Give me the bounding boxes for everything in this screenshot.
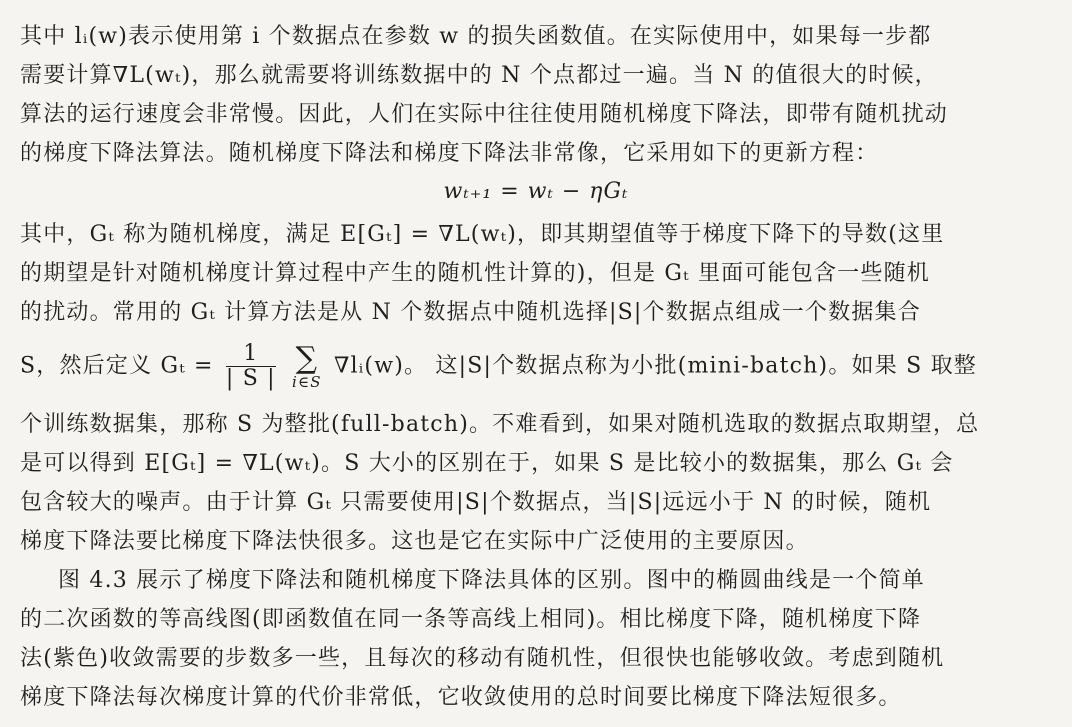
fraction-numerator: 1 — [226, 342, 276, 367]
formula-suffix: ∇lᵢ(w)。 这|S|个数据点称为小批(mini-batch)。如果 S 取整 — [333, 353, 977, 379]
paragraph-2-line-3: 的扰动。常用的 Gₜ 计算方法是从 N 个数据点中随机选择|S|个数据点组成一个数据集合 — [20, 300, 921, 325]
paragraph-3-line-1: 图 4.3 展示了梯度下降法和随机梯度下降法具体的区别。图中的椭圆曲线是一个简单 — [58, 568, 925, 593]
paragraph-1-line-1: 其中 lᵢ(w)表示使用第 i 个数据点在参数 w 的损失函数值。在实际使用中，如果每一步都 — [20, 24, 932, 49]
paragraph-2-line-8: 梯度下降法要比梯度下降法快很多。这也是它在实际中广泛使用的主要原因。 — [20, 529, 809, 554]
paragraph-2-line-5: 个训练数据集，那称 S 为整批(full-batch)。不难看到，如果对随机选取的数据点取期望，总 — [20, 412, 980, 437]
paragraph-2-line-7: 包含较大的噪声。由于计算 Gₜ 只需要使用|S|个数据点，当|S|远远小于 N 的时候，随机 — [20, 490, 932, 515]
paragraph-1-line-3: 算法的运行速度会非常慢。因此，人们在实际中往往使用随机梯度下降法，即带有随机扰动 — [20, 102, 949, 127]
paragraph-3-line-2: 的二次函数的等高线图(即函数值在同一条等高线上相同)。相比梯度下降，随机梯度下降 — [20, 607, 922, 632]
fraction — [226, 342, 276, 391]
update-equation: wₜ₊₁ = wₜ − ηGₜ — [443, 179, 629, 204]
formula-prefix: S，然后定义 Gₜ = — [20, 353, 214, 379]
summation-subscript: i∈S — [292, 372, 322, 391]
paragraph-2-line-6: 是可以得到 E[Gₜ] = ∇L(wₜ)。S 大小的区别在于，如果 S 是比较小的数据集，那么 Gₜ 会 — [20, 451, 954, 476]
fraction-denominator: | S | — [225, 366, 276, 391]
paragraph-2-line-1: 其中，Gₜ 称为随机梯度，满足 E[Gₜ] = ∇L(wₜ)，即其期望值等于梯度下降下的导数(这里 — [20, 222, 945, 247]
summation-symbol: ∑ — [295, 340, 319, 376]
paragraph-1-line-4: 的梯度下降法算法。随机梯度下降法和梯度下降法非常像，它采用如下的更新方程： — [20, 141, 879, 166]
paragraph-1-line-2: 需要计算∇L(wₜ)，那么就需要将训练数据中的 N 个点都过一遍。当 N 的值很大的时候， — [20, 63, 938, 88]
paragraph-2-line-2: 的期望是针对随机梯度计算过程中产生的随机性计算的)，但是 Gₜ 里面可能包含一些随机 — [20, 261, 930, 286]
formula-line — [20, 342, 977, 391]
paragraph-3-line-4: 梯度下降法每次梯度计算的代价非常低，它收敛使用的总时间要比梯度下降法短很多。 — [20, 685, 902, 710]
paragraph-3-line-3: 法(紫色)收敛需要的步数多一些，且每次的移动有随机性，但很快也能够收敛。考虑到随机 — [20, 646, 945, 671]
summation — [292, 340, 322, 391]
